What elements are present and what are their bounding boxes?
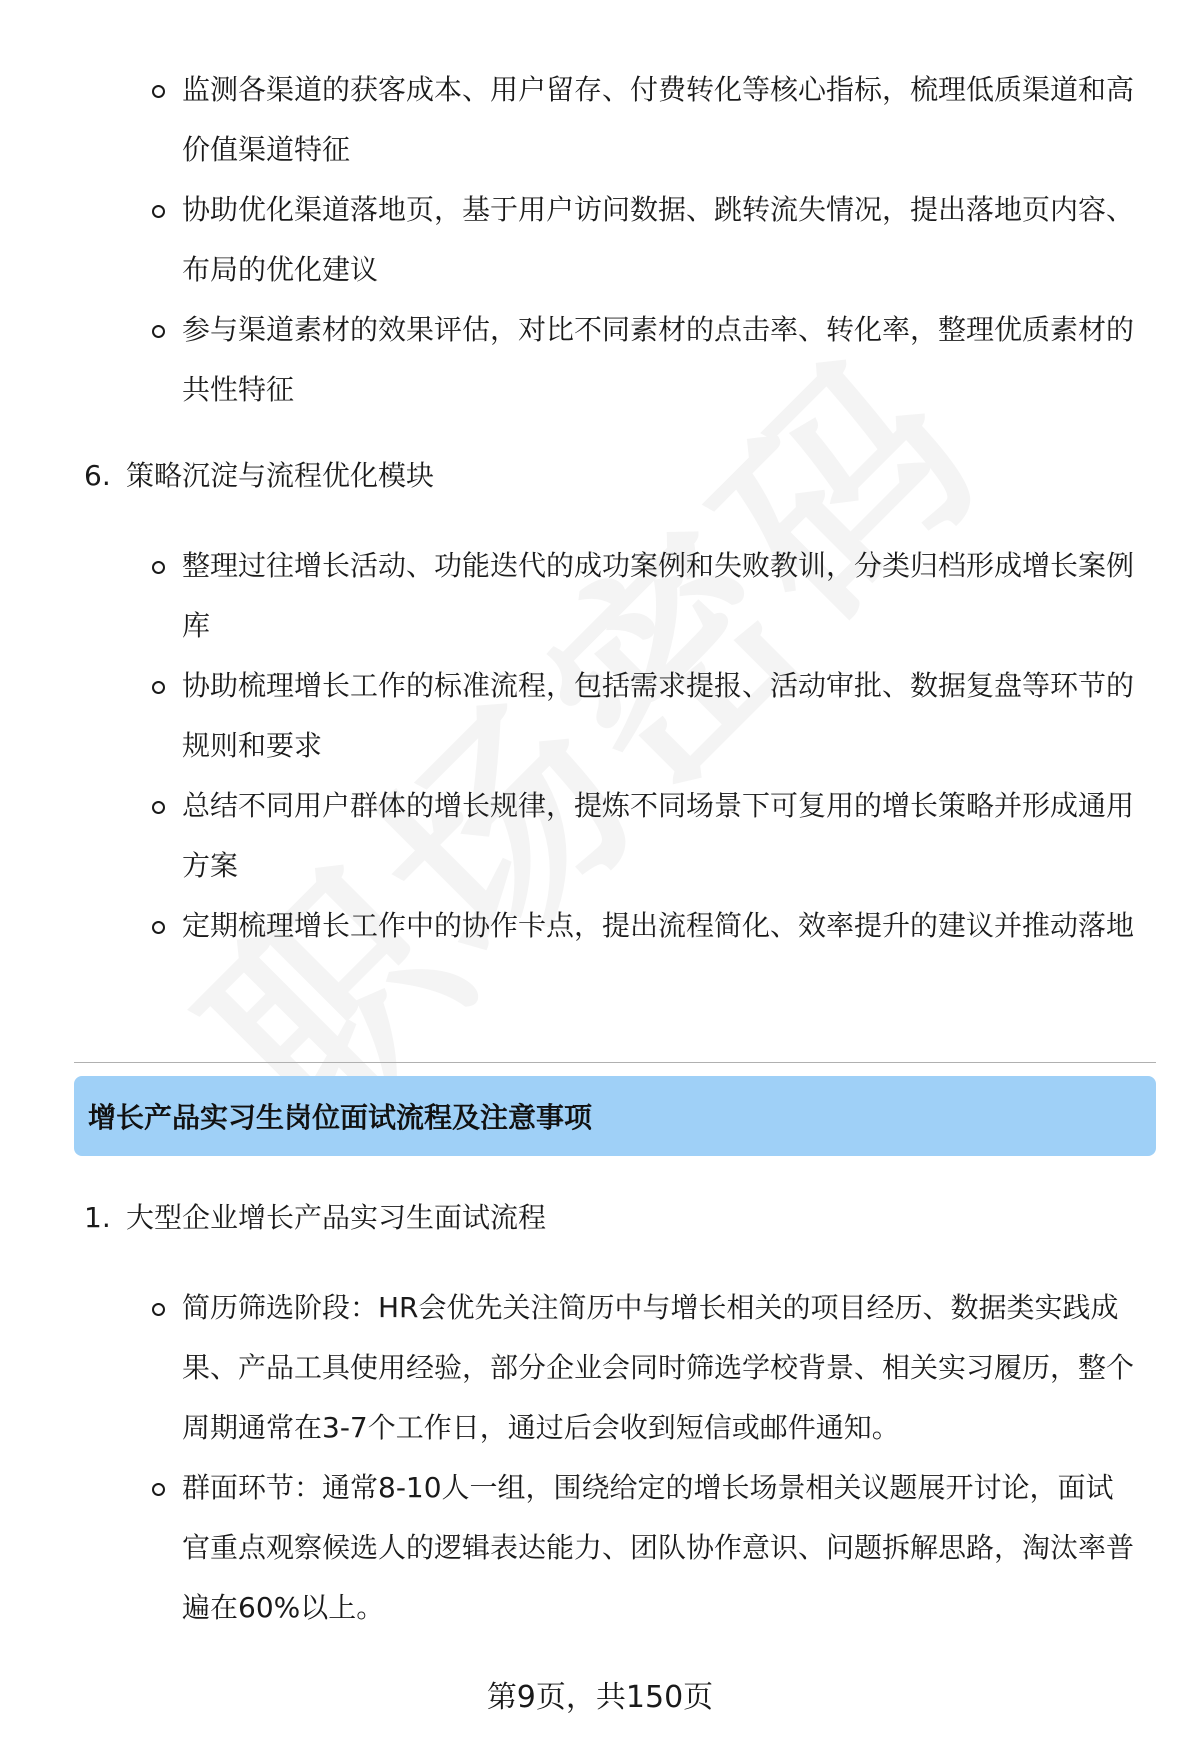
section-heading-bar (74, 1076, 1156, 1156)
list-item (0, 656, 1200, 776)
list-item (0, 536, 1200, 656)
circle-bullet-icon (152, 681, 165, 694)
section-continued (0, 60, 1200, 420)
section-heading: 增长产品实习生岗位面试流程及注意事项 (88, 1101, 593, 1134)
section-1-heading (84, 1198, 546, 1238)
circle-bullet-icon (152, 85, 165, 98)
section-6-list-wrapper (0, 536, 1200, 956)
list-item (0, 1278, 1200, 1458)
bullet-list (0, 536, 1200, 956)
list-item (0, 300, 1200, 420)
list-item-text: 定期梳理增长工作中的协作卡点，提出流程简化、效率提升的建议并推动落地 (182, 909, 1135, 942)
list-item (0, 60, 1200, 180)
bullet-list (0, 60, 1200, 420)
list-item-text: 参与渠道素材的效果评估，对比不同素材的点击率、转化率，整理优质素材的共性特征 (182, 313, 1135, 406)
list-item (0, 180, 1200, 300)
section-1-list-wrapper (0, 1278, 1200, 1638)
list-item-text: 简历筛选阶段：HR会优先关注简历中与增长相关的项目经历、数据类实践成果、产品工具使用经验，部分企业会同时筛选学校背景、相关实习履历，整个周期通常在3-7个工作日，通过后会收到短信或邮件通知。 (182, 1291, 1135, 1444)
circle-bullet-icon (152, 921, 165, 934)
list-item-text: 协助优化渠道落地页，基于用户访问数据、跳转流失情况，提出落地页内容、布局的优化建议 (182, 193, 1135, 286)
circle-bullet-icon (152, 801, 165, 814)
list-item-text: 总结不同用户群体的增长规律，提炼不同场景下可复用的增长策略并形成通用方案 (182, 789, 1135, 882)
circle-bullet-icon (152, 561, 165, 574)
list-item-text: 群面环节：通常8-10人一组，围绕给定的增长场景相关议题展开讨论，面试官重点观察候选人的逻辑表达能力、团队协作意识、问题拆解思路，淘汰率普遍在60%以上。 (182, 1471, 1135, 1624)
list-item-text: 协助梳理增长工作的标准流程，包括需求提报、活动审批、数据复盘等环节的规则和要求 (182, 669, 1135, 762)
bullet-list (0, 1278, 1200, 1638)
section-title: 策略沉淀与流程优化模块 (126, 459, 435, 492)
list-item-text: 监测各渠道的获客成本、用户留存、付费转化等核心指标，梳理低质渠道和高价值渠道特征 (182, 73, 1135, 166)
circle-bullet-icon (152, 325, 165, 338)
circle-bullet-icon (152, 1483, 165, 1496)
page-footer: 第9页，共150页 (486, 1680, 714, 1715)
section-6-heading (84, 456, 434, 496)
section-number: 1. (84, 1201, 111, 1234)
circle-bullet-icon (152, 1303, 165, 1316)
section-number: 6. (84, 459, 111, 492)
list-item-text: 整理过往增长活动、功能迭代的成功案例和失败教训，分类归档形成增长案例库 (182, 549, 1135, 642)
list-item (0, 896, 1200, 956)
list-item (0, 1458, 1200, 1638)
circle-bullet-icon (152, 205, 165, 218)
list-item (0, 776, 1200, 896)
divider (74, 1062, 1156, 1063)
section-title: 大型企业增长产品实习生面试流程 (126, 1201, 547, 1234)
